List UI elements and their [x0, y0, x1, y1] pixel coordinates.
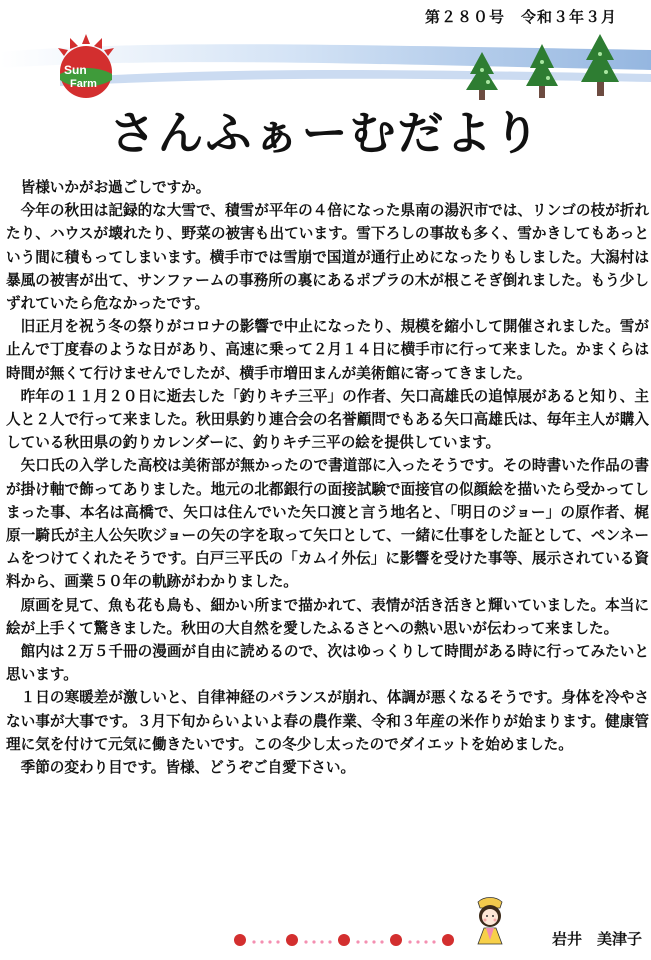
- sun-farm-logo: [36, 30, 136, 100]
- paragraph: 昨年の１１月２０日に逝去した「釣りキチ三平」の作者、矢口高雄氏の追悼展があると知り、主人と２人で行って来ました。秋田県釣り連合会の名誉顧問でもある矢口高雄氏は、毎年主人が購入している秋田県の釣りカレンダーに、釣りキチ三平の絵を提供しています。: [6, 387, 649, 452]
- paragraph: 館内は２万５千冊の漫画が自由に読めるので、次はゆっくりして時間がある時に行ってみたいと思います。: [6, 643, 649, 684]
- logo-text-sun: Sun: [64, 63, 87, 77]
- logo-text-farm: Farm: [70, 78, 97, 90]
- paragraph: 季節の変わり目です。皆様、どうぞご自愛下さい。: [20, 759, 356, 777]
- paragraph: 旧正月を祝う冬の祭りがコロナの影響で中止になったり、規模を縮小して開催されました。雪が止んで丁度春のような日があり、高速に乗って２月１４日に横手市に行って来ました。かまくらは時間が無くて行けませんでしたが、横手市増田まんが美術館に寄ってきました。: [6, 318, 649, 382]
- paragraph: １日の寒暖差が激しいと、自律神経のバランスが崩れ、体調が悪くなるそうです。身体を冷やさない事が大事です。３月下旬からいよいよ春の農作業、令和３年産の米作りが始まります。健康管理に気を付けて元気に働きたいです。この冬少し太ったのでダイエットを始めました。: [6, 689, 649, 753]
- flower-border: [230, 930, 470, 950]
- author-name: 岩井 美津子: [552, 930, 643, 948]
- trees-illustration: [462, 30, 632, 110]
- issue-number: 第２８０号 令和３年３月: [424, 8, 617, 26]
- paragraph: 皆様いかがお過ごしですか。: [20, 179, 211, 196]
- article-body: [6, 176, 649, 779]
- hina-doll-icon: [470, 896, 510, 946]
- paragraph: 今年の秋田は記録的な大雪で、積雪が平年の４倍になった県南の湯沢市では、リンゴの枝が折れたり、ハウスが壊れたり、野菜の被害も出ています。雪下ろしの事故も多く、雪かきしてもあっという間に積もってしまいます。横手市では雪崩で国道が通行止めになったりもしました。大潟村は暴風の被害が出て、サンファームの事務所の裏にあるポプラの木が根こそぎ倒れました。もう少しずれていたら危なかったです。: [6, 202, 649, 313]
- newsletter-title: さんふぁーむだより: [109, 106, 542, 160]
- paragraph: 矢口氏の入学した高校は美術部が無かったので書道部に入ったそうです。その時書いた作品の書が掛け軸で飾ってありました。地元の北都銀行の面接試験で面接官の似顔絵を描いたら受かってしまった事、本名は高橋で、矢口は住んでいた矢口渡と言う地名と、「明日のジョー」の原作者、梶原一騎氏が主人公矢吹ジョーの矢の字を取って矢口として、一緒に仕事をした証として、ペンネームをつけてくれたそうです。白戸三平氏の「カムイ外伝」に影響を受けた事等、展示されている資料から、画業５０年の軌跡がわかりました。: [6, 457, 649, 591]
- paragraph: 原画を見て、魚も花も鳥も、細かい所まで描かれて、表情が活き活きと輝いていました。本当に絵が上手くて驚きました。秋田の大自然を愛したふるさとへの熱い思いが伝わって来ました。: [6, 596, 649, 637]
